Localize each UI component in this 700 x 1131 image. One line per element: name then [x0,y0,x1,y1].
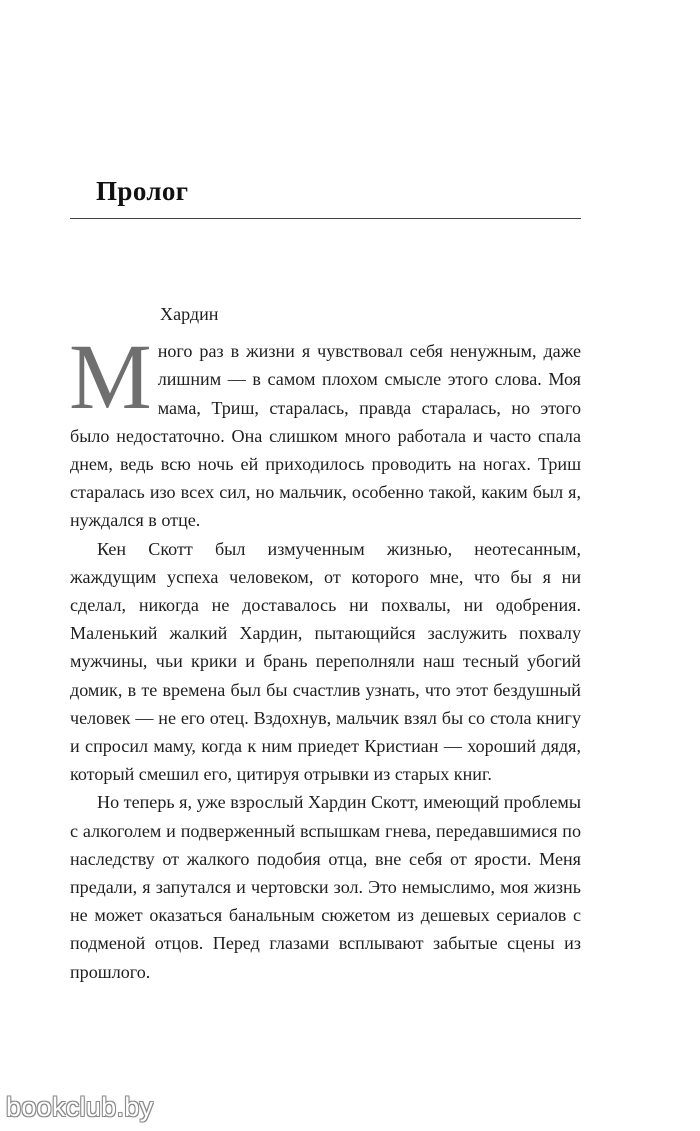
paragraph-1-text: ного раз в жизни я чувствовал себя ненужным, даже лишним — в самом плохом смысле этого слова. Моя мама, Триш, старалась, правда старалась, но этого было недостаточно. Она слишком много работала и часто спала днем, ведь всю ночь ей приходилось проводить на ногах. Триш старалась изо всех сил, но мальчик, особенно такой, каким был я, нуждался в отце. [70,341,581,531]
paragraph-3: Но теперь я, уже взрослый Хардин Скотт, имеющий проблемы с алкоголем и подверженный вспышкам гнева, передавшимися по наследству от жалкого подобия отца, вне себя от ярости. Меня предали, я запутался и чертовски зол. Это немыслимо, моя жизнь не может оказаться банальным сюжетом из дешевых сериалов с подменой отцов. Перед глазами всплывают забытые сцены из прошлого. [70,792,581,982]
narrator-name: Хардин [160,304,219,324]
paragraph-1 [69,326,581,534]
chapter-body [70,300,581,986]
chapter-title: Пролог [96,176,189,206]
watermark-logo: bookclub.by [6,1092,154,1122]
paragraph-2: Кен Скотт был измученным жизнью, неотесанным, жаждущим успеха человеком, от которого мне, что бы я ни сделал, никогда не доставалось ни похвалы, ни одобрения. Маленький жалкий Хардин, пытающийся заслужить похвалу мужчины, чьи крики и брань переполняли наш тесный убогий домик, в те времена был бы счастлив узнать, что этот бездушный человек — не его отец. Вздохнув, мальчик взял бы со стола книгу и спросил маму, когда к ним приедет Кристиан — хороший дядя, который смешил его, цитируя отрывки из старых книг. [70,538,581,785]
drop-cap-letter: М [69,326,152,430]
title-divider [70,218,581,219]
